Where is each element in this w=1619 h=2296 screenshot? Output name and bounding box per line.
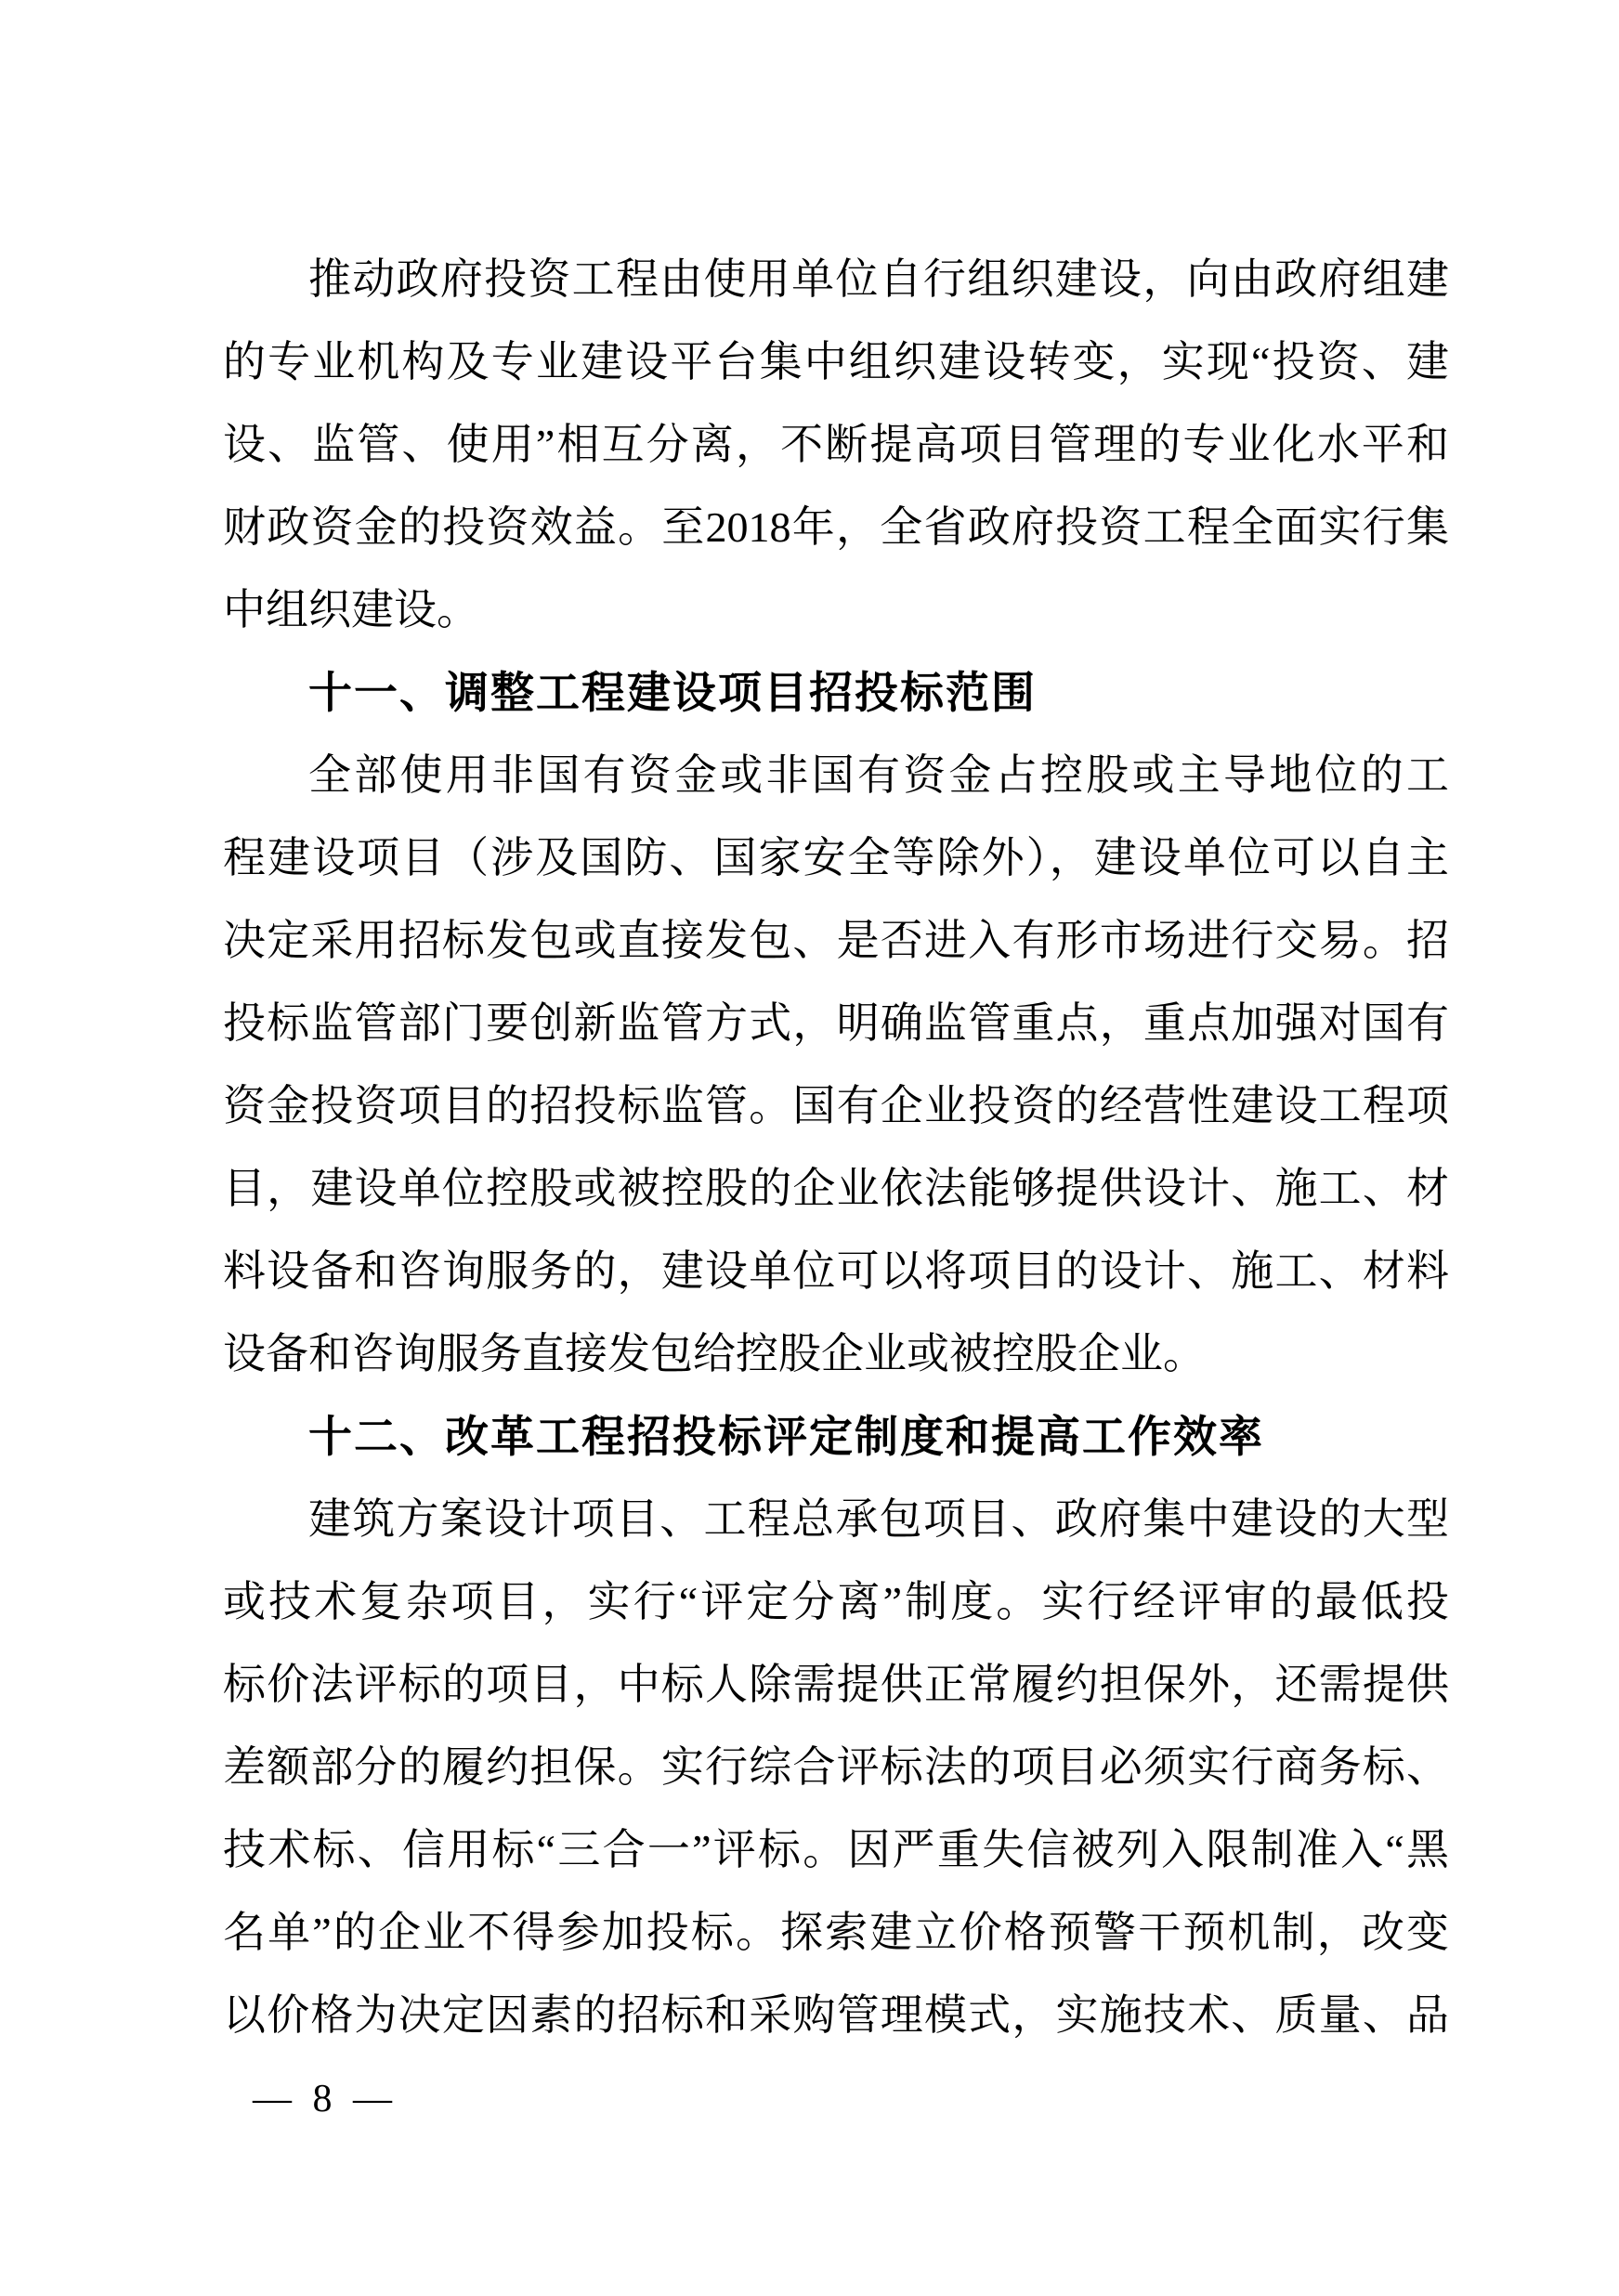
paragraph-line: 决定采用招标发包或直接发包、是否进入有形市场进行交易。招	[223, 917, 1449, 964]
paragraph-line: 名单”的企业不得参加投标。探索建立价格预警干预机制，改变	[223, 1909, 1449, 1956]
paragraph-line: 程建设项目（涉及国防、国家安全等除外），建设单位可以自主	[223, 834, 1449, 881]
text-block	[223, 238, 1449, 2056]
paragraph-line: 或技术复杂项目，实行“评定分离”制度。实行经评审的最低投	[223, 1578, 1449, 1625]
paragraph-line: 以价格为决定因素的招标和采购管理模式，实施技术、质量、品	[223, 1991, 1449, 2039]
paragraph-line: 差额部分的履约担保。实行综合评标法的项目必须实行商务标、	[223, 1743, 1449, 1791]
paragraph-line: 建筑方案设计项目、工程总承包项目、政府集中建设的大型	[308, 1495, 1449, 1543]
section-heading-11: 十一、调整工程建设项目招投标范围	[308, 668, 1037, 717]
paragraph-line: 设备和咨询服务直接发包给控股企业或被控股企业。	[223, 1330, 1206, 1377]
paragraph-line: 资金投资项目的招投标监管。国有企业投资的经营性建设工程项	[223, 1082, 1449, 1129]
paragraph-line: 料设备和咨询服务的，建设单位可以将项目的设计、施工、材料	[223, 1247, 1449, 1295]
paragraph-line: 财政资金的投资效益。至2018年，全省政府投资工程全面实行集	[223, 503, 1449, 551]
section-heading-12: 十二、改革工程招投标评定制度和提高工作效率	[308, 1412, 1264, 1461]
paragraph-line: 的专业机构及专业建设平台集中组织建设转变，实现“投资、建	[223, 338, 1449, 385]
paragraph-line: 设、监管、使用”相互分离，不断提高项目管理的专业化水平和	[223, 421, 1449, 468]
paragraph-line: 全部使用非国有资金或非国有资金占控股或主导地位的工	[308, 751, 1449, 799]
paragraph-line: 标价法评标的项目，中标人除需提供正常履约担保外，还需提供	[223, 1661, 1449, 1708]
paragraph-line: 中组织建设。	[223, 586, 479, 633]
paragraph-line: 目，建设单位控股或被控股的企业依法能够提供设计、施工、材	[223, 1165, 1449, 1212]
paragraph-line: 推动政府投资工程由使用单位自行组织建设，向由政府组建	[308, 255, 1449, 303]
paragraph-line: 技术标、信用标“三合一”评标。因严重失信被列入限制准入“黑	[223, 1826, 1449, 1873]
page-number: — 8 —	[253, 2078, 398, 2120]
paragraph-line: 投标监管部门要创新监管方式，明确监管重点，重点加强对国有	[223, 999, 1449, 1047]
